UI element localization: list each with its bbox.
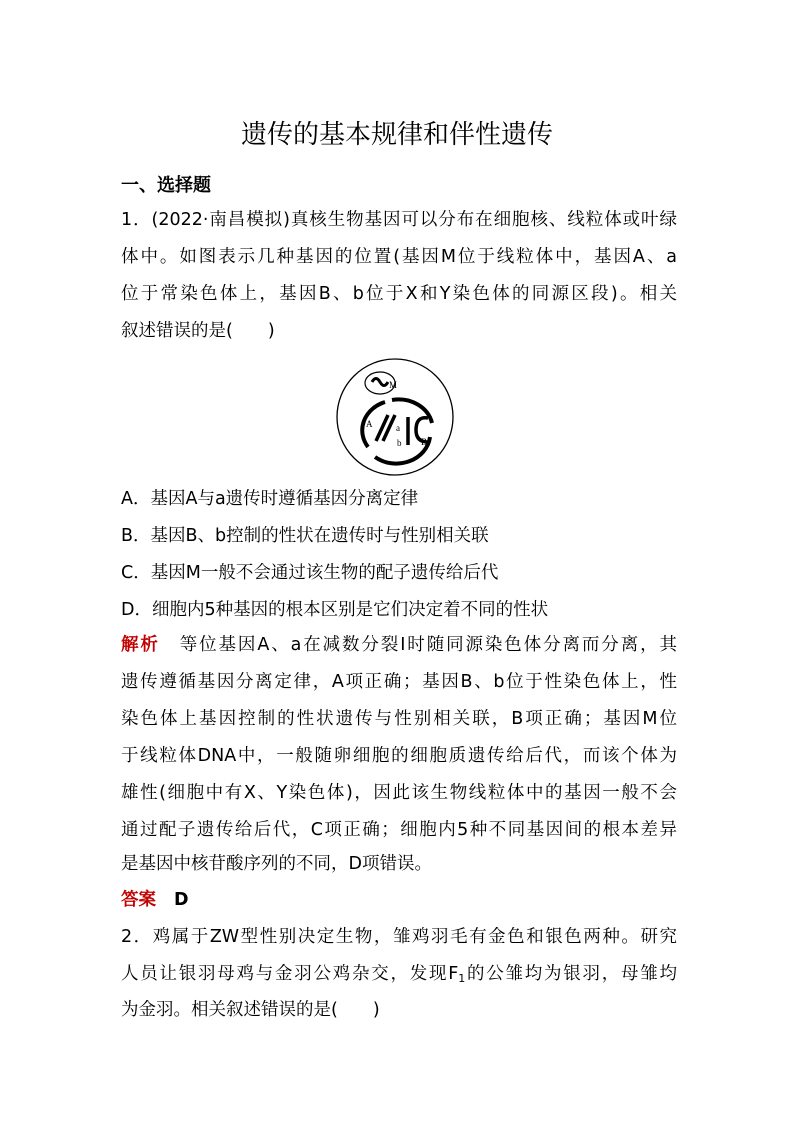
- q1-analysis-line-3: 染色体上基因控制的性状遗传与性别相关联，B项正确；基因M位: [121, 709, 677, 729]
- q2-stem-line-3: 为金羽。相关叙述错误的是( ): [121, 1000, 380, 1020]
- q1-analysis-line-1: [121, 633, 677, 657]
- label-gene-B: B: [421, 437, 428, 447]
- analysis-label: 解析: [121, 635, 160, 655]
- q1-analysis-line-6: 通过配子遗传给后代，C项正确；细胞内5种不同基因间的根本差异: [121, 820, 677, 840]
- q1-analysis-line-4: 于线粒体DNA中，一般随卵细胞的细胞质遗传给后代，而该个体为: [121, 746, 677, 766]
- q1-analysis-line-7: 是基因中核苷酸序列的不同，D项错误。: [121, 854, 432, 874]
- q1-analysis-line-2: 遗传遵循基因分离定律，A项正确；基因B、b位于性染色体上，性: [121, 672, 677, 692]
- q2-stem-line-1: 2．鸡属于ZW型性别决定生物，雏鸡羽毛有金色和银色两种。研究: [121, 927, 677, 947]
- mitochondrial-dna: [372, 379, 388, 386]
- q1-option-c: C．基因M一般不会通过该生物的配子遗传给后代: [121, 563, 499, 583]
- section-heading: 一、选择题: [121, 175, 211, 196]
- q2-line2-sub: 1: [458, 972, 466, 985]
- q1-option-b: B．基因B、b控制的性状在遗传时与性别相关联: [121, 526, 489, 546]
- q1-stem-line-2: 体中。如图表示几种基因的位置(基因M位于线粒体中，基因A、a: [121, 247, 677, 267]
- q1-option-a: A．基因A与a遗传时遵循基因分离定律: [121, 489, 419, 509]
- analysis-text-1: 等位基因A、a在减数分裂Ⅰ时随同源染色体分离而分离，其: [177, 635, 678, 655]
- q2-line2-post: 的公雏均为银羽，母雏均: [465, 964, 677, 984]
- cell-diagram: [330, 355, 460, 480]
- page-title: 遗传的基本规律和伴性遗传: [240, 120, 553, 150]
- q2-line2-pre: 人员让银羽母鸡与金羽公鸡杂交，发现F: [121, 964, 459, 984]
- q1-stem-line-1: 1．(2022·南昌模拟)真核生物基因可以分布在细胞核、线粒体或叶绿: [121, 210, 677, 230]
- q1-answer: [121, 888, 189, 912]
- label-gene-a: a: [396, 423, 400, 433]
- answer-value: D: [174, 890, 189, 910]
- label-gene-b: b: [397, 438, 402, 448]
- q1-analysis-line-5: 雄性(细胞中有X、Y染色体)，因此该生物线粒体中的基因一般不会: [121, 783, 677, 803]
- q1-option-d: D．细胞内5种基因的根本区别是它们决定着不同的性状: [121, 600, 549, 620]
- q2-stem-line-2: [121, 962, 677, 991]
- label-gene-M: M: [389, 380, 398, 390]
- q1-stem-line-3: 位于常染色体上，基因B、b位于X和Y染色体的同源区段)。相关: [121, 284, 677, 304]
- label-gene-A: A: [366, 419, 373, 429]
- q1-stem-line-4: 叙述错误的是( ): [121, 321, 275, 341]
- answer-label: 答案: [121, 890, 156, 910]
